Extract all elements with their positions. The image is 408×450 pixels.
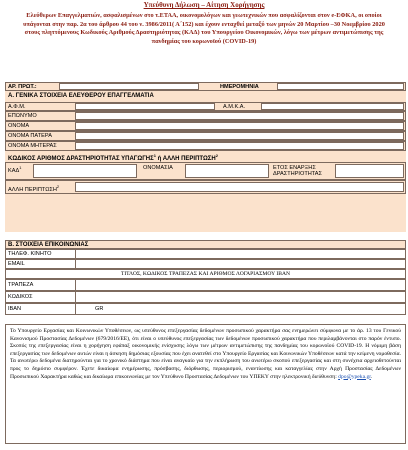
start-year-field[interactable] [335, 164, 404, 178]
mother-name-label: ΟΝΟΜΑ ΜΗΤΕΡΑΣ [8, 143, 57, 149]
phone-label: ΤΗΛΕΦ. ΚΙΝΗΤΟ [8, 251, 52, 257]
surname-label: ΕΠΩΝΥΜΟ [8, 113, 37, 119]
date-label: ΗΜΕΡΟΜΗΝΙΑ [220, 83, 259, 90]
iban-field[interactable] [75, 303, 406, 315]
kad-field[interactable] [33, 164, 137, 178]
afm-label: Α.Φ.Μ. [8, 103, 26, 110]
privacy-notice: Το Υπουργείο Εργασίας και Κοινωνικών Υποθέσεων, ως υπεύθυνος επεξεργασίας δεδομένων προσωπικού χαρακτήρα σας ενημερώνει σύμφωνα με το άρ. 13 του Γενικού Κανονισμού Προστασίας Δεδομένων (679/2016/ΕΕ), ότι είναι ο υπεύθυνος επεξεργασίας των δεδομένων προσωπικού χαρακτήρα που περιλαμβάνονται στο παρόν έντυπο. Σκοπός της επεξεργασίας είναι η χορήγηση εφάπαξ οικονομικής ενίσχυσης λόγω των μέτρων αντιμετώπισης της πανδημίας του κορωνοϊού COVID-19. Η νόμιμη βάση επεξεργασίας των δεδομένων αυτών είναι η άσκηση δημόσιας εξουσίας που έχει ανατεθεί στο Υπουργείο Εργασίας και Κοινωνικών Υποθέσεων κατά την κείμενη νομοθεσία. Τα ανωτέρω δεδομένα διατηρούνται για το χρονικό διάστημα που είναι αναγκαίο για την εκπλήρωση του ανωτέρω σκοπού επεξεργασίας και στη συνέχεια αρχειοθετούνται προς το δημόσιο συμφέρον. Έχετε δικαίωμα ενημέρωσης, πρόσβασης, διόρθωσης, περιορισμού, εναντίωσης και καταγγελίας στην Αρχή Προστασίας Δεδομένων Προσωπικού Χαρακτήρα καθώς και δικαίωμα επικοινωνίας με τον Υπεύθυνο Προστασίας Δεδομένων του ΥΠΕΚΥ στην ηλεκτρονική διεύθυνση: dpo@ypeka.gr. [5, 324, 406, 444]
bank-field[interactable] [75, 279, 406, 291]
amka-label: Α.Μ.Κ.Α. [223, 103, 246, 110]
iban-header: ΤΙΤΛΟΣ, ΚΩΔΙΚΟΣ ΤΡΑΠΕΖΑΣ ΚΑΙ ΑΡΙΘΜΟΣ ΛΟΓΑΡΙΑΣΜΟΥ IBAN [120, 271, 291, 277]
father-name-label: ΟΝΟΜΑ ΠΑΤΕΡΑ [8, 133, 52, 139]
dpo-email-link[interactable]: dpo@ypeka.gr [338, 373, 371, 380]
section-a-title: Α. ΓΕΝΙΚΑ ΣΤΟΙΧΕΙΑ ΕΛΕΥΘΕΡΟΥ ΕΠΑΓΓΕΛΜΑΤΙΑ [8, 93, 154, 99]
name-label: ΟΝΟΜΑ [8, 123, 30, 129]
form-intro: Ελεύθερων Επαγγελματιών, ασφαλισμένων στο τ.ΕΤΑΑ, οικονομολόγων και γεωτεχνικών που ασφαλίζονται στον e-ΕΦΚΑ, οι οποίοι υπάγονται στην παρ. 2α του άρθρου 44 του ν. 3986/2011( Α΄152) και έχουν ενταχθεί μεταξύ των μηνών 20 Μαρτίου –30 Νοεμβρίου 2020 στους πληττόμενους Κωδικούς Αριθμούς Δραστηριότητας (ΚΑΔ) του Υπουργείου Οικονομικών, λόγω των μέτρων αντιμετώπισης της πανδημίας του κορωνοϊού (COVID-19) [23, 12, 385, 45]
start-year-label: ΕΤΟΣ ΕΝΑΡΞΗΣ ΔΡΑΣΤΗΡΙΟΤΗΤΑΣ [273, 165, 322, 178]
mother-name-field[interactable] [75, 142, 404, 150]
kad-label: ΚΑΔ$^1$ [8, 165, 22, 174]
surname-field[interactable] [75, 112, 404, 120]
privacy-notice-text: Το Υπουργείο Εργασίας και Κοινωνικών Υποθέσεων, ως υπεύθυνος επεξεργασίας δεδομένων προσωπικού χαρακτήρα σας ενημερώνει σύμφωνα με το άρ. 13 του Γενικού Κανονισμού Προστασίας Δεδομένων (679/2016/ΕΕ), ότι είναι ο υπεύθυνος επεξεργασίας των δεδομένων προσωπικού χαρακτήρα που περιλαμβάνονται στο παρόν έντυπο. Σκοπός της επεξεργασίας είναι η χορήγηση εφάπαξ οικονομικής ενίσχυσης λόγω των μέτρων αντιμετώπισης της πανδημίας του κορωνοϊού COVID-19. Η νόμιμη βάση επεξεργασίας των δεδομένων αυτών είναι η άσκηση δημόσιας εξουσίας που έχει ανατεθεί στο Υπουργείο Εργασίας και Κοινωνικών Υποθέσεων κατά την κείμενη νομοθεσία. Τα ανωτέρω δεδομένα διατηρούνται για το χρονικό διάστημα που είναι αναγκαίο για την εκπλήρωση του ανωτέρω σκοπού επεξεργασίας και στη συνέχεια αρχειοθετούνται προς το δημόσιο συμφέρον. Έχετε δικαίωμα ενημέρωσης, πρόσβασης, διόρθωσης, περιορισμού, εναντίωσης και καταγγελίας στην Αρχή Προστασίας Δεδομένων Προσωπικού Χαρακτήρα καθώς και δικαίωμα επικοινωνίας με τον Υπεύθυνο Προστασίας Δεδομένων του ΥΠΕΚΥ στην ηλεκτρονική διεύθυνση: [10, 328, 401, 380]
iban-value: GR [95, 306, 104, 312]
email-field[interactable] [75, 259, 406, 269]
phone-field[interactable] [75, 249, 406, 259]
name-field[interactable] [75, 122, 404, 130]
other-case-field[interactable] [75, 182, 404, 192]
amka-field[interactable] [261, 103, 404, 110]
section-b-title: Β. ΣΤΟΙΧΕΙΑ ΕΠΙΚΟΙΝΩΝΙΑΣ [8, 241, 89, 248]
protocol-field[interactable] [59, 83, 199, 90]
father-name-field[interactable] [75, 132, 404, 140]
contact-panel [5, 240, 406, 325]
email-label: EMAIL [8, 261, 25, 267]
iban-label: IBAN [8, 306, 22, 312]
code-field[interactable] [75, 291, 406, 303]
section-kad-title: ΚΩΔΙΚΟΣ ΑΡΙΘΜΟΣ ΔΡΑΣΤΗΡΙΟΤΗΤΑΣ ΥΠΑΓΩΓΗΣ$^1$ ή ΑΛΛΗ ΠΕΡΙΠΤΩΣΗ$^2$ [8, 153, 218, 162]
form-title: Υπεύθυνη Δήλωση – Αίτηση Χορήγησης [143, 1, 265, 9]
onomasia-field[interactable] [185, 164, 269, 178]
bank-label: ΤΡΑΠΕΖΑ [8, 282, 34, 288]
code-label: ΚΩΔΙΚΟΣ [8, 294, 33, 300]
afm-field[interactable] [75, 103, 215, 110]
protocol-label: ΑΡ. ΠΡΩΤ.: [8, 83, 37, 90]
other-case-label: ΑΛΛΗ ΠΕΡΙΠΤΩΣΗ$^2$ [8, 184, 60, 193]
onomasia-label: ΟΝΟΜΑΣΙΑ [143, 165, 173, 171]
upper-form-panel [5, 82, 406, 232]
date-field[interactable] [277, 83, 404, 90]
